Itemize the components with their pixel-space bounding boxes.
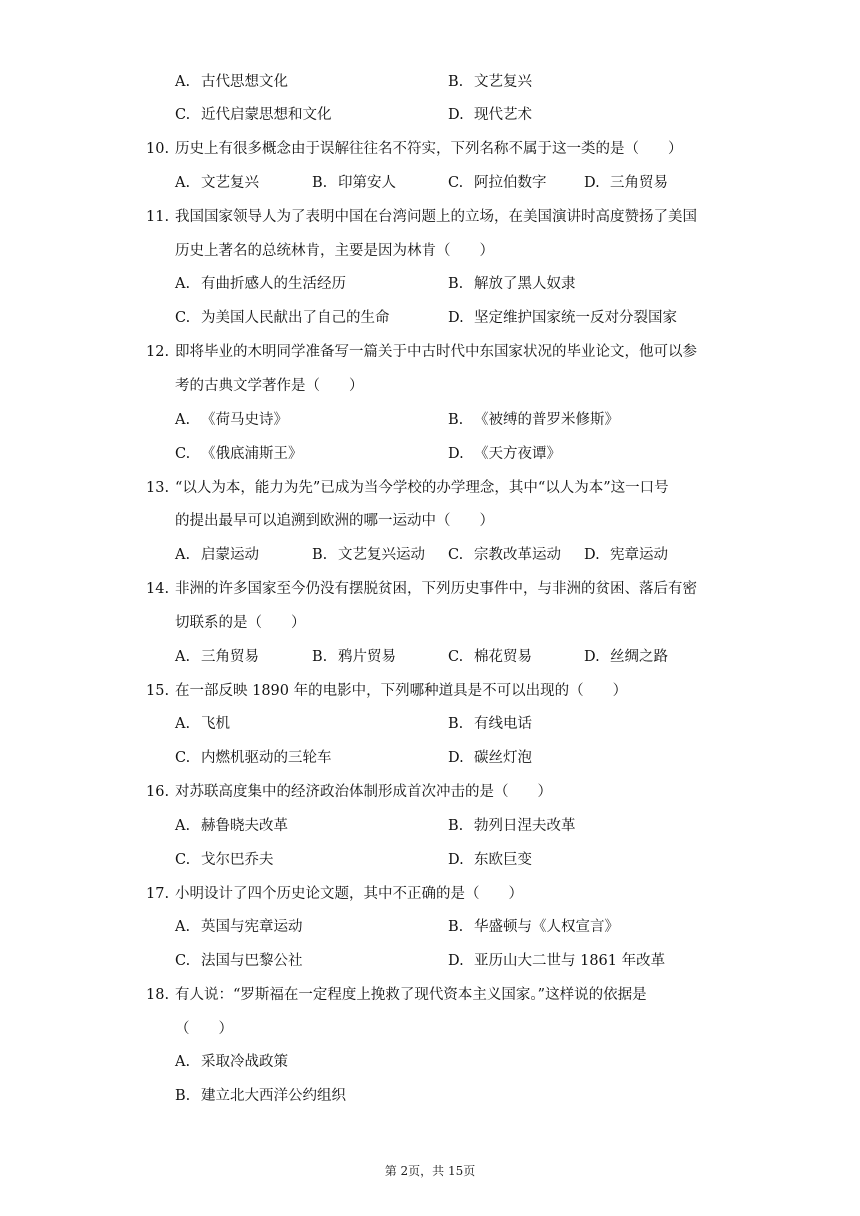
q12-option-d: D. 《天方夜谭》: [448, 446, 561, 462]
q15-option-c: C. 内燃机驱动的三轮车: [175, 750, 332, 766]
q11-option-b: B. 解放了黑人奴隶: [448, 276, 576, 292]
question-stem-cont: 考的古典文学著作是（ ）: [175, 378, 364, 394]
q10-option-b: B. 印第安人: [312, 175, 396, 191]
q14-option-c: C. 棉花贸易: [448, 649, 532, 665]
question-stem: 有人说：“罗斯福在一定程度上挽救了现代资本主义国家。”这样说的依据是: [175, 987, 647, 1003]
q16-option-a: A. 赫鲁晓夫改革: [175, 818, 288, 834]
question-stem-cont: 历史上著名的总统林肯，主要是因为林肯（ ）: [175, 243, 494, 259]
question-stem: “以人为本，能力为先”已成为当今学校的办学理念，其中“以人为本”这一口号: [175, 480, 669, 496]
question-number: 13.: [146, 480, 170, 496]
q13-option-a: A. 启蒙运动: [175, 547, 259, 563]
page-footer: 第 2页，共 15页: [384, 1164, 476, 1178]
q11-option-a: A. 有曲折感人的生活经历: [175, 276, 346, 292]
question-number: 18.: [146, 987, 170, 1003]
q13-option-d: D. 宪章运动: [584, 547, 668, 563]
question-stem: 在一部反映 1890 年的电影中，下列哪种道具是不可以出现的（ ）: [175, 683, 628, 699]
question-stem: 历史上有很多概念由于误解往往名不符实，下列名称不属于这一类的是（ ）: [175, 141, 683, 157]
q14-option-d: D. 丝绸之路: [584, 649, 668, 665]
q13-option-b: B. 文艺复兴运动: [312, 547, 425, 563]
q10-option-a: A. 文艺复兴: [175, 175, 259, 191]
q12-option-b: B. 《被缚的普罗米修斯》: [448, 412, 619, 428]
q16-option-b: B. 勃列日涅夫改革: [448, 818, 576, 834]
question-stem-cont: 切联系的是（ ）: [175, 615, 306, 631]
q15-option-a: A. 飞机: [175, 716, 230, 732]
q17-option-c: C. 法国与巴黎公社: [175, 953, 303, 969]
question-number: 15.: [146, 683, 170, 699]
q18-option-a: A. 采取冷战政策: [175, 1054, 288, 1070]
q11-option-d: D. 坚定维护国家统一反对分裂国家: [448, 310, 677, 326]
q9-option-d: D. 现代艺术: [448, 107, 532, 123]
q13-option-c: C. 宗教改革运动: [448, 547, 561, 563]
question-number: 17.: [146, 886, 170, 902]
question-stem-cont: （ ）: [175, 1021, 233, 1037]
q9-option-a: A. 古代思想文化: [175, 74, 288, 90]
q15-option-d: D. 碳丝灯泡: [448, 750, 532, 766]
q15-option-b: B. 有线电话: [448, 716, 532, 732]
question-number: 16.: [146, 784, 170, 800]
q18-option-b: B. 建立北大西洋公约组织: [175, 1088, 346, 1104]
question-stem: 小明设计了四个历史论文题，其中不正确的是（ ）: [175, 886, 523, 902]
q9-option-c: C. 近代启蒙思想和文化: [175, 107, 332, 123]
question-stem: 非洲的许多国家至今仍没有摆脱贫困，下列历史事件中，与非洲的贫困、落后有密: [175, 581, 697, 597]
question-stem-cont: 的提出最早可以追溯到欧洲的哪一运动中（ ）: [175, 513, 494, 529]
q11-option-c: C. 为美国人民献出了自己的生命: [175, 310, 390, 326]
q16-option-c: C. 戈尔巴乔夫: [175, 852, 274, 868]
question-stem: 我国国家领导人为了表明中国在台湾问题上的立场，在美国演讲时高度赞扬了美国: [175, 209, 697, 225]
q16-option-d: D. 东欧巨变: [448, 852, 532, 868]
q17-option-d: D. 亚历山大二世与 1861 年改革: [448, 953, 666, 969]
q12-option-c: C. 《俄底浦斯王》: [175, 446, 303, 462]
question-stem: 对苏联高度集中的经济政治体制形成首次冲击的是（ ）: [175, 784, 552, 800]
q17-option-a: A. 英国与宪章运动: [175, 919, 303, 935]
question-number: 14.: [146, 581, 170, 597]
q10-option-d: D. 三角贸易: [584, 175, 668, 191]
question-stem: 即将毕业的木明同学准备写一篇关于中古时代中东国家状况的毕业论文，他可以参: [175, 344, 697, 360]
question-number: 12.: [146, 344, 170, 360]
question-number: 11.: [146, 209, 170, 225]
q10-option-c: C. 阿拉伯数字: [448, 175, 547, 191]
q12-option-a: A. 《荷马史诗》: [175, 412, 288, 428]
q14-option-b: B. 鸦片贸易: [312, 649, 396, 665]
q9-option-b: B. 文艺复兴: [448, 74, 532, 90]
q17-option-b: B. 华盛顿与《人权宣言》: [448, 919, 619, 935]
q14-option-a: A. 三角贸易: [175, 649, 259, 665]
question-number: 10.: [146, 141, 170, 157]
